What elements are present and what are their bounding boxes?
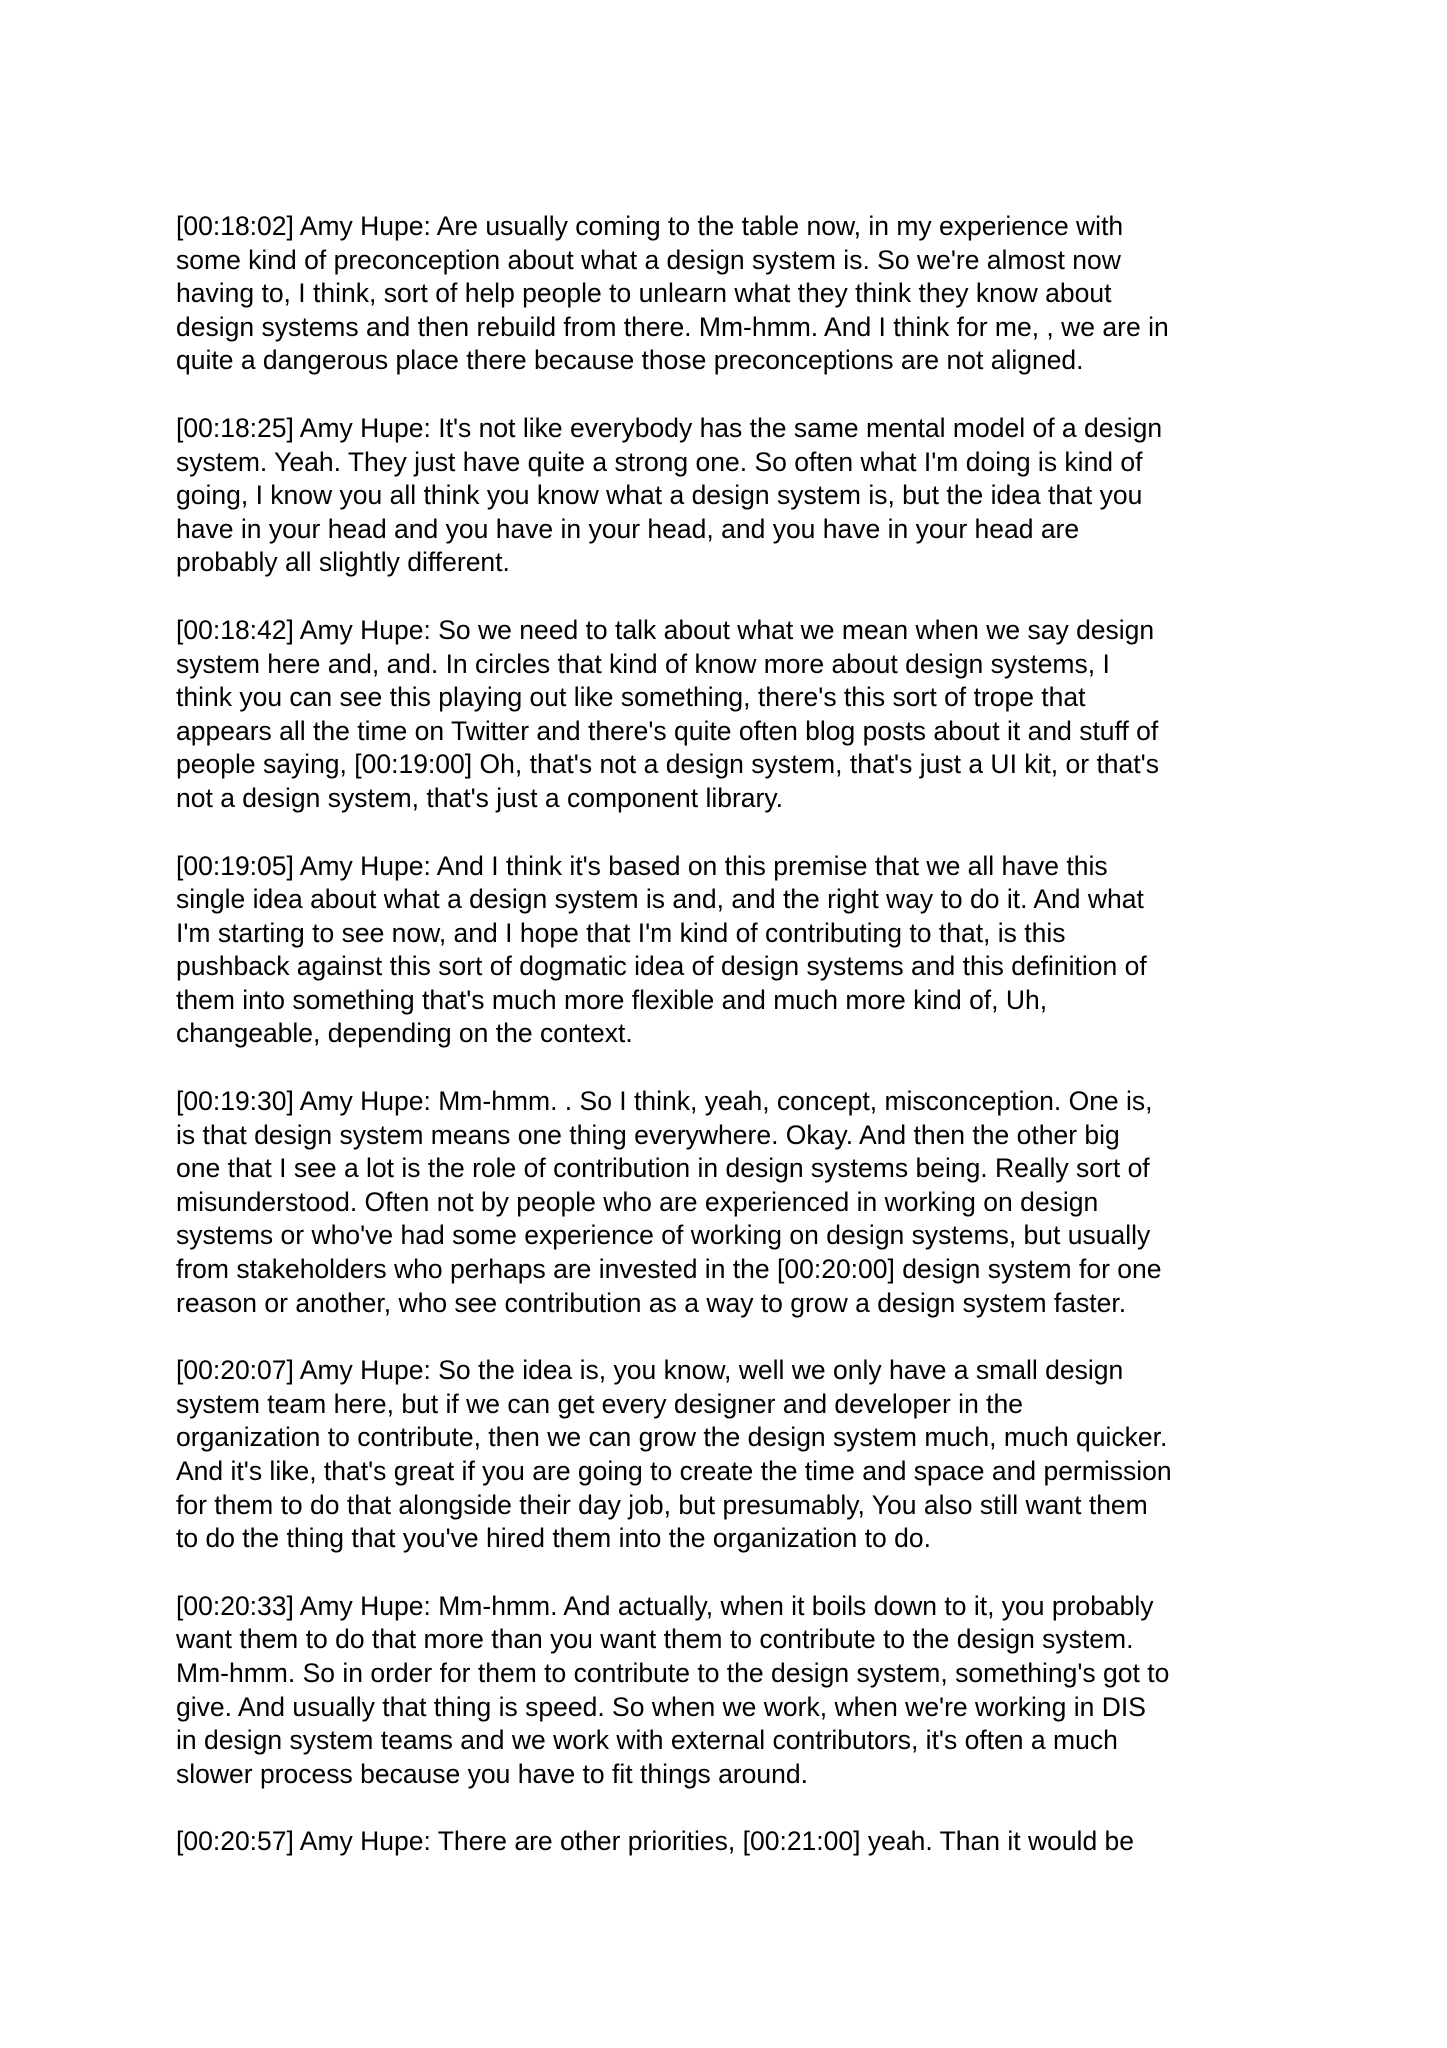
transcript-line: in design system teams and we work with external contributors, it's often a much	[176, 1725, 1118, 1756]
transcript-paragraph	[176, 614, 1316, 816]
transcript-paragraph	[176, 1590, 1316, 1792]
transcript-page	[176, 210, 1316, 1893]
transcript-paragraph	[176, 1825, 1316, 1859]
transcript-line: to do the thing that you've hired them into the organization to do.	[176, 1523, 931, 1554]
transcript-line: [00:19:05] Amy Hupe: And I think it's based on this premise that we all have this	[176, 850, 1108, 881]
transcript-line: them into something that's much more flexible and much more kind of, Uh,	[176, 984, 1048, 1015]
transcript-line: is that design system means one thing everywhere. Okay. And then the other big	[176, 1119, 1120, 1150]
transcript-paragraph	[176, 210, 1316, 378]
transcript-line: for them to do that alongside their day job, but presumably, You also still want them	[176, 1489, 1148, 1520]
transcript-paragraph	[176, 850, 1316, 1052]
transcript-line: going, I know you all think you know what a design system is, but the idea that you	[176, 480, 1143, 511]
transcript-line: pushback against this sort of dogmatic idea of design systems and this definition of	[176, 951, 1147, 982]
transcript-line: slower process because you have to fit things around.	[176, 1758, 808, 1789]
transcript-line: system team here, but if we can get every designer and developer in the	[176, 1388, 1024, 1419]
transcript-line: probably all slightly different.	[176, 547, 510, 578]
transcript-line: systems or who've had some experience of working on design systems, but usually	[176, 1220, 1151, 1251]
transcript-line: [00:18:02] Amy Hupe: Are usually coming to the table now, in my experience with	[176, 211, 1124, 241]
transcript-line: [00:18:42] Amy Hupe: So we need to talk about what we mean when we say design	[176, 614, 1155, 645]
transcript-paragraph	[176, 1354, 1316, 1556]
transcript-line: system. Yeah. They just have quite a strong one. So often what I'm doing is kind of	[176, 446, 1143, 477]
transcript-line: And it's like, that's great if you are going to create the time and space and permission	[176, 1456, 1172, 1486]
transcript-line: want them to do that more than you want them to contribute to the design system.	[176, 1624, 1134, 1655]
transcript-line: not a design system, that's just a component library.	[176, 782, 784, 813]
transcript-line: from stakeholders who perhaps are invested in the [00:20:00] design system for one	[176, 1254, 1162, 1285]
transcript-line: system here and, and. In circles that kind of know more about design systems, I	[176, 648, 1110, 679]
transcript-line: quite a dangerous place there because those preconceptions are not aligned.	[176, 345, 1084, 376]
transcript-line: [00:18:25] Amy Hupe: It's not like everybody has the same mental model of a design	[176, 412, 1163, 443]
transcript-line: misunderstood. Often not by people who are experienced in working on design	[176, 1186, 1099, 1217]
transcript-paragraph	[176, 1085, 1316, 1320]
transcript-line: organization to contribute, then we can grow the design system much, much quicker.	[176, 1422, 1168, 1453]
transcript-line: [00:20:33] Amy Hupe: Mm-hmm. And actually, when it boils down to it, you probably	[176, 1590, 1154, 1621]
transcript-line: [00:20:57] Amy Hupe: There are other priorities, [00:21:00] yeah. Than it would be	[176, 1826, 1135, 1857]
transcript-line: Mm-hmm. So in order for them to contribute to the design system, something's got to	[176, 1657, 1170, 1688]
transcript-line: I'm starting to see now, and I hope that I'm kind of contributing to that, is this	[176, 917, 1066, 948]
transcript-line: appears all the time on Twitter and there's quite often blog posts about it and stuff of	[176, 715, 1159, 746]
transcript-line: [00:20:07] Amy Hupe: So the idea is, you know, well we only have a small design	[176, 1355, 1124, 1386]
transcript-line: have in your head and you have in your head, and you have in your head are	[176, 513, 1080, 544]
transcript-line: having to, I think, sort of help people to unlearn what they think they know about	[176, 278, 1112, 309]
transcript-line: single idea about what a design system is and, and the right way to do it. And what	[176, 884, 1144, 915]
transcript-line: changeable, depending on the context.	[176, 1018, 633, 1049]
transcript-paragraph	[176, 412, 1316, 580]
transcript-line: reason or another, who see contribution as a way to grow a design system faster.	[176, 1287, 1127, 1318]
transcript-line: [00:19:30] Amy Hupe: Mm-hmm. . So I think, yeah, concept, misconception. One is,	[176, 1086, 1153, 1117]
transcript-line: give. And usually that thing is speed. So when we work, when we're working in DIS	[176, 1691, 1146, 1722]
transcript-line: think you can see this playing out like something, there's this sort of trope that	[176, 682, 1086, 713]
transcript-line: people saying, [00:19:00] Oh, that's not a design system, that's just a UI kit, or that's	[176, 749, 1159, 780]
transcript-line: design systems and then rebuild from there. Mm-hmm. And I think for me, , we are in	[176, 311, 1169, 342]
transcript-line: one that I see a lot is the role of contribution in design systems being. Really sort of	[176, 1153, 1150, 1184]
transcript-line: some kind of preconception about what a design system is. So we're almost now	[176, 244, 1121, 275]
